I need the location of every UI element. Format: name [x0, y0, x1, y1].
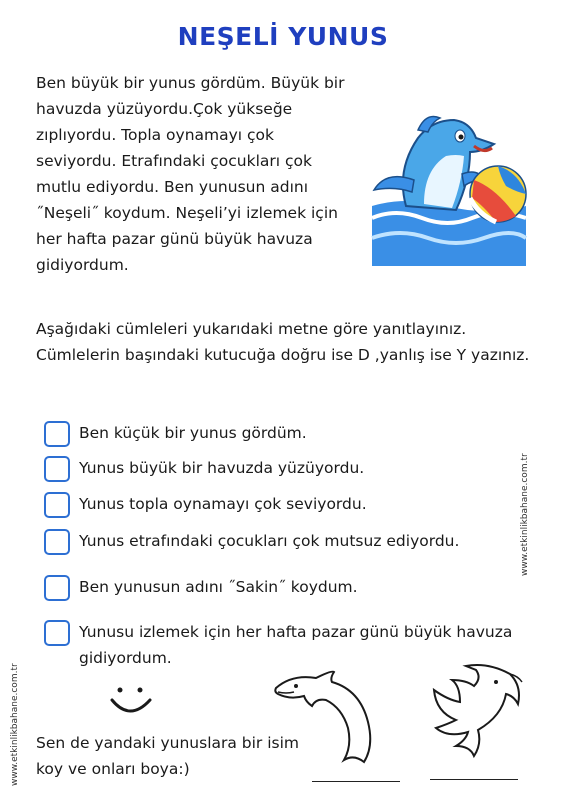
page-title: NEŞELİ YUNUS	[177, 22, 389, 51]
watermark-url: www.etkinlikbahane.com.tr	[520, 453, 530, 576]
statement-text: Ben küçük bir yunus gördüm.	[79, 424, 307, 442]
dolphin-outline-coloring[interactable]	[426, 660, 526, 760]
answer-checkbox[interactable]	[44, 456, 70, 482]
watermark-url: www.etkinlikbahane.com.tr	[10, 663, 20, 786]
statement-item-1	[44, 421, 544, 447]
name-line[interactable]	[430, 779, 518, 780]
statement-text: Ben yunusun adını ˝Sakin˝ koydum.	[79, 578, 358, 596]
dolphin-outline-coloring[interactable]	[272, 666, 382, 770]
answer-checkbox[interactable]	[44, 421, 70, 447]
statement-text: Yunus büyük bir havuzda yüzüyordu.	[79, 459, 365, 477]
statement-text: Yunus topla oynamayı çok seviyordu.	[79, 495, 367, 513]
smiley-face-icon	[106, 682, 156, 722]
answer-checkbox[interactable]	[44, 575, 70, 601]
dolphin-with-ball-illustration	[366, 110, 532, 266]
instructions-text: Aşağıdaki cümleleri yukarıdaki metne göre yanıtlayınız. Cümlelerin başındaki kutucuğa doğru ise D ,yanlış ise Y yazınız.	[36, 320, 530, 364]
story-text: Ben büyük bir yunus gördüm. Büyük bir havuzda yüzüyordu.Çok yükseğe zıplıyordu. Topla oynamayı çok seviyordu. Etrafındaki çocukları çok mutlu ediyordu. Ben yunusun adını ˝Neşeli˝ koydum. Neşeli’yi izlemek için her hafta pazar günü büyük havuza gidiyordum.	[36, 74, 345, 274]
statement-item-2	[44, 456, 544, 482]
statement-item-4	[44, 529, 544, 555]
statement-item-5	[44, 575, 544, 601]
answer-checkbox[interactable]	[44, 620, 70, 646]
coloring-prompt: Sen de yandaki yunuslara bir isim koy ve onları boya:)	[36, 734, 300, 778]
statement-item-3	[44, 492, 544, 518]
name-line[interactable]	[312, 781, 400, 782]
answer-checkbox[interactable]	[44, 529, 70, 555]
statement-text: Yunus etrafındaki çocukları çok mutsuz ediyordu.	[79, 532, 460, 550]
answer-checkbox[interactable]	[44, 492, 70, 518]
statement-text: Yunusu izlemek için her hafta pazar günü büyük havuza gidiyordum.	[79, 623, 513, 667]
